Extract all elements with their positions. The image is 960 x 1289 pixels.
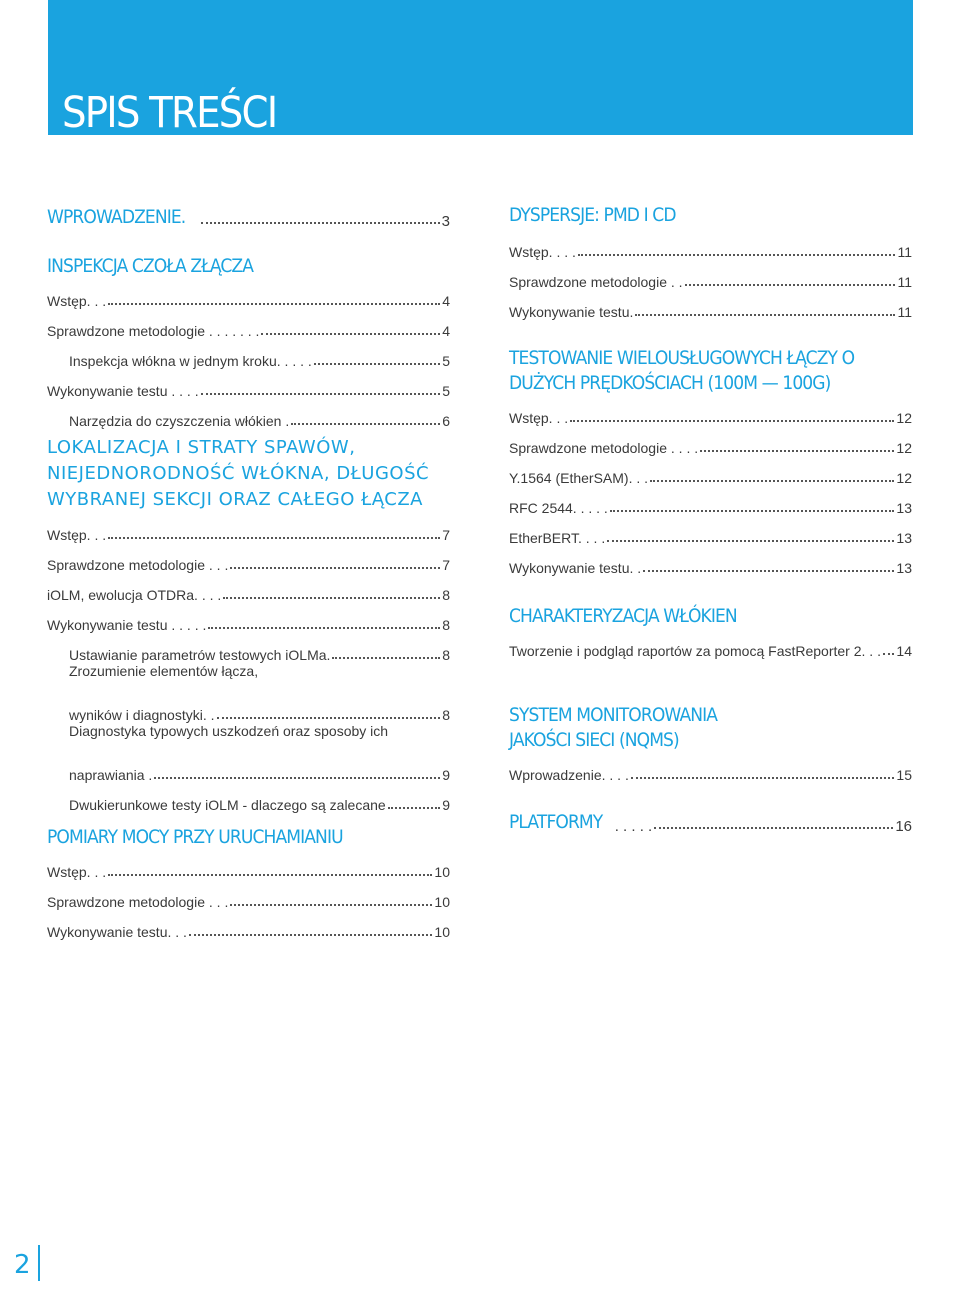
- toc-section-intro[interactable]: [47, 200, 450, 230]
- section-title: JAKOŚCI SIECI (NQMS): [509, 729, 679, 751]
- section-title: SYSTEM MONITOROWANIA: [509, 704, 718, 726]
- section-title: PLATFORMY: [509, 811, 603, 833]
- toc-entry[interactable]: RFC 2544. . . . . 13: [509, 500, 912, 516]
- toc-entry[interactable]: Ustawianie parametrów testowych iOLMa. 8: [69, 647, 450, 663]
- section-title: WYBRANEJ SEKCJI ORAZ CAŁEGO ŁĄCZA: [47, 489, 423, 510]
- toc-entry[interactable]: Wykonywanie testu. 11: [509, 304, 912, 320]
- toc-entry[interactable]: iOLM, ewolucja OTDRa. . . . 8: [47, 587, 450, 603]
- section-title: DUŻYCH PRĘDKOŚCIACH (100M — 100G): [509, 372, 831, 394]
- toc-entry[interactable]: EtherBERT. . . . 13: [509, 530, 912, 546]
- toc-entry[interactable]: Sprawdzone metodologie . . . . . . . 4: [47, 323, 450, 339]
- toc-list: [509, 753, 912, 783]
- toc-entry[interactable]: Wstęp. . . 12: [509, 410, 912, 426]
- page-ref: 16: [895, 818, 912, 835]
- toc-entry[interactable]: Y.1564 (EtherSAM). . . 12: [509, 470, 912, 486]
- toc-entry[interactable]: Sprawdzone metodologie . . . 7: [47, 557, 450, 573]
- toc-entry[interactable]: Wprowadzenie. . . . 15: [509, 767, 912, 783]
- section-title: POMIARY MOCY PRZY URUCHAMIANIU: [47, 826, 343, 848]
- toc-section-platforms[interactable]: [509, 805, 912, 835]
- toc-list: [47, 850, 450, 940]
- toc-entry[interactable]: wyników i diagnostyki. . 8: [69, 707, 450, 723]
- title-banner: [48, 0, 913, 138]
- toc-left-column: [47, 200, 450, 940]
- section-title: TESTOWANIE WIELOUSŁUGOWYCH ŁĄCZY O: [509, 347, 855, 369]
- section-title: LOKALIZACJA I STRATY SPAWÓW,: [47, 437, 356, 458]
- leader-dots: [654, 827, 893, 829]
- page-ref: 3: [441, 213, 450, 230]
- page-title: SPIS TREŚCI: [62, 88, 277, 138]
- toc-list: [509, 629, 912, 659]
- toc-entry[interactable]: Narzędzia do czyszczenia włókien . 6: [69, 413, 450, 429]
- section-title: INSPEKCJA CZOŁA ZŁĄCZA: [47, 255, 254, 277]
- page-number: 2: [14, 1250, 31, 1280]
- toc-entry[interactable]: Inspekcja włókna w jednym kroku. . . . . 5: [69, 353, 450, 369]
- page-number-divider: [38, 1245, 40, 1281]
- toc-right-column: [509, 200, 912, 835]
- toc-entry[interactable]: Diagnostyka typowych uszkodzeń oraz sposoby ich: [69, 723, 389, 739]
- toc-list: [509, 396, 912, 576]
- section-title: NIEJEDNORODNOŚĆ WŁÓKNA, DŁUGOŚĆ: [47, 463, 430, 484]
- toc-entry[interactable]: Sprawdzone metodologie . . 11: [509, 274, 912, 290]
- toc-list: [509, 230, 912, 320]
- toc-entry[interactable]: Tworzenie i podgląd raportów za pomocą FastReporter 2. . . 14: [509, 643, 912, 659]
- toc-entry[interactable]: Wstęp. . . 4: [47, 293, 450, 309]
- toc-entry[interactable]: Sprawdzone metodologie . . . 10: [47, 894, 450, 910]
- toc-entry[interactable]: Wykonywanie testu . . . . . 8: [47, 617, 450, 633]
- toc-list: [47, 513, 450, 813]
- toc-entry[interactable]: Sprawdzone metodologie . . . . 12: [509, 440, 912, 456]
- toc-entry[interactable]: Wykonywanie testu. . 13: [509, 560, 912, 576]
- section-title: WPROWADZENIE.: [47, 206, 186, 228]
- leader-dots-text: . . . . .: [614, 818, 653, 835]
- toc-entry[interactable]: Wstęp. . . 10: [47, 864, 450, 880]
- toc-entry[interactable]: Wstęp. . . 7: [47, 527, 450, 543]
- section-title: CHARAKTERYZACJA WŁÓKIEN: [509, 605, 737, 627]
- leader-dots: [201, 222, 440, 224]
- section-title: DYSPERSJE: PMD I CD: [509, 204, 676, 226]
- toc-entry[interactable]: Zrozumienie elementów łącza,: [69, 663, 259, 679]
- toc-entry[interactable]: Wstęp. . . . 11: [509, 244, 912, 260]
- toc-entry[interactable]: Wykonywanie testu . . . . 5: [47, 383, 450, 399]
- toc-entry[interactable]: Wykonywanie testu. . . 10: [47, 924, 450, 940]
- toc-entry[interactable]: Dwukierunkowe testy iOLM - dlaczego są zalecane 9: [69, 797, 450, 813]
- toc-entry[interactable]: naprawiania . 9: [69, 767, 450, 783]
- toc-list: [47, 279, 450, 429]
